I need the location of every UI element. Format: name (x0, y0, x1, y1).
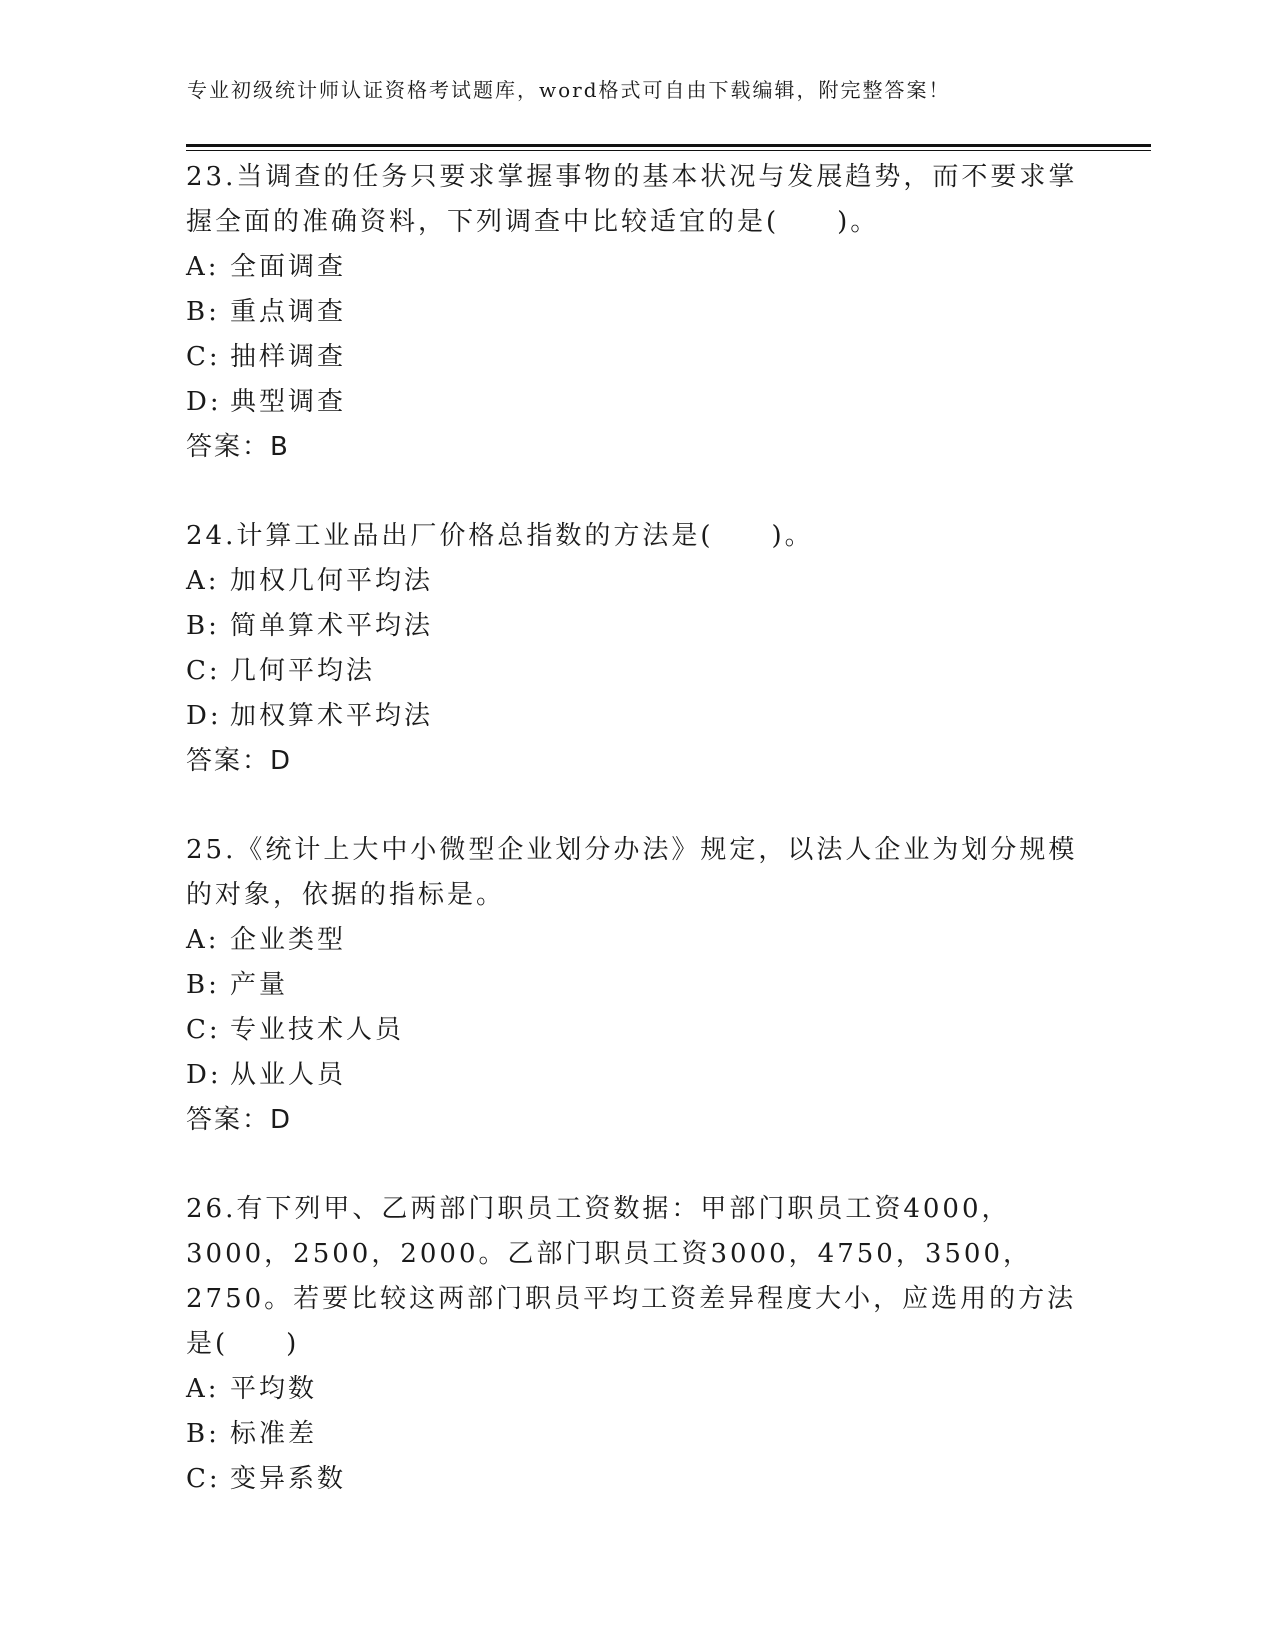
answer-line: 答案：B (186, 432, 290, 462)
question-list (186, 155, 1086, 1546)
option-text: 标准差 (230, 1419, 318, 1449)
option-letter: C: (186, 342, 221, 372)
option-text: 全面调查 (230, 252, 347, 282)
option-letter: B: (186, 297, 220, 327)
option-b (186, 290, 1086, 335)
question-stem: 25.《统计上大中小微型企业划分办法》规定，以法人企业为划分规模的对象，依据的指标是。 (186, 835, 1078, 910)
option-d (186, 380, 1086, 425)
option-text: 抽样调查 (230, 342, 347, 372)
option-b (186, 604, 1086, 649)
option-text: 从业人员 (230, 1060, 347, 1090)
header-rule-thin (186, 150, 1151, 151)
option-letter: B: (186, 1419, 220, 1449)
option-text: 加权算术平均法 (230, 701, 434, 731)
question-24 (186, 514, 1086, 784)
option-b (186, 1412, 1086, 1457)
option-d (186, 694, 1086, 739)
option-c (186, 1008, 1086, 1053)
option-a (186, 918, 1086, 963)
option-letter: D: (186, 701, 222, 731)
option-text: 产量 (230, 970, 289, 1000)
option-letter: A: (186, 566, 220, 596)
question-23 (186, 155, 1086, 470)
option-letter: A: (186, 925, 220, 955)
option-c (186, 649, 1086, 694)
option-text: 变异系数 (230, 1464, 347, 1494)
page-header: 专业初级统计师认证资格考试题库，word格式可自由下载编辑，附完整答案！ (187, 78, 951, 102)
question-25 (186, 828, 1086, 1143)
option-a (186, 245, 1086, 290)
question-26 (186, 1187, 1086, 1502)
option-letter: C: (186, 656, 221, 686)
option-text: 加权几何平均法 (230, 566, 434, 596)
option-a (186, 559, 1086, 604)
option-text: 专业技术人员 (230, 1015, 405, 1045)
option-letter: D: (186, 387, 222, 417)
option-c (186, 335, 1086, 380)
option-letter: A: (186, 252, 220, 282)
option-c (186, 1457, 1086, 1502)
option-text: 平均数 (230, 1374, 318, 1404)
option-a (186, 1367, 1086, 1412)
option-letter: D: (186, 1060, 222, 1090)
option-letter: A: (186, 1374, 220, 1404)
question-stem: 23.当调查的任务只要求掌握事物的基本状况与发展趋势，而不要求掌握全面的准确资料，下列调查中比较适宜的是( )。 (186, 162, 1078, 237)
option-letter: B: (186, 970, 220, 1000)
option-letter: C: (186, 1015, 221, 1045)
option-text: 简单算术平均法 (230, 611, 434, 641)
option-text: 几何平均法 (230, 656, 376, 686)
option-letter: B: (186, 611, 220, 641)
option-b (186, 963, 1086, 1008)
option-letter: C: (186, 1464, 221, 1494)
option-text: 典型调查 (230, 387, 347, 417)
answer-line: 答案：D (186, 1105, 293, 1135)
question-stem: 26.有下列甲、乙两部门职员工资数据：甲部门职员工资4000，3000，2500，2000。乙部门职员工资3000，4750，3500，2750。若要比较这两部门职员平均工资差异程度大小，应选用的方法是( ) (186, 1194, 1077, 1359)
question-stem: 24.计算工业品出厂价格总指数的方法是( )。 (186, 521, 814, 551)
header-rule-thick (186, 144, 1151, 147)
option-text: 企业类型 (230, 925, 347, 955)
option-d (186, 1053, 1086, 1098)
answer-line: 答案：D (186, 746, 293, 776)
option-text: 重点调查 (230, 297, 347, 327)
